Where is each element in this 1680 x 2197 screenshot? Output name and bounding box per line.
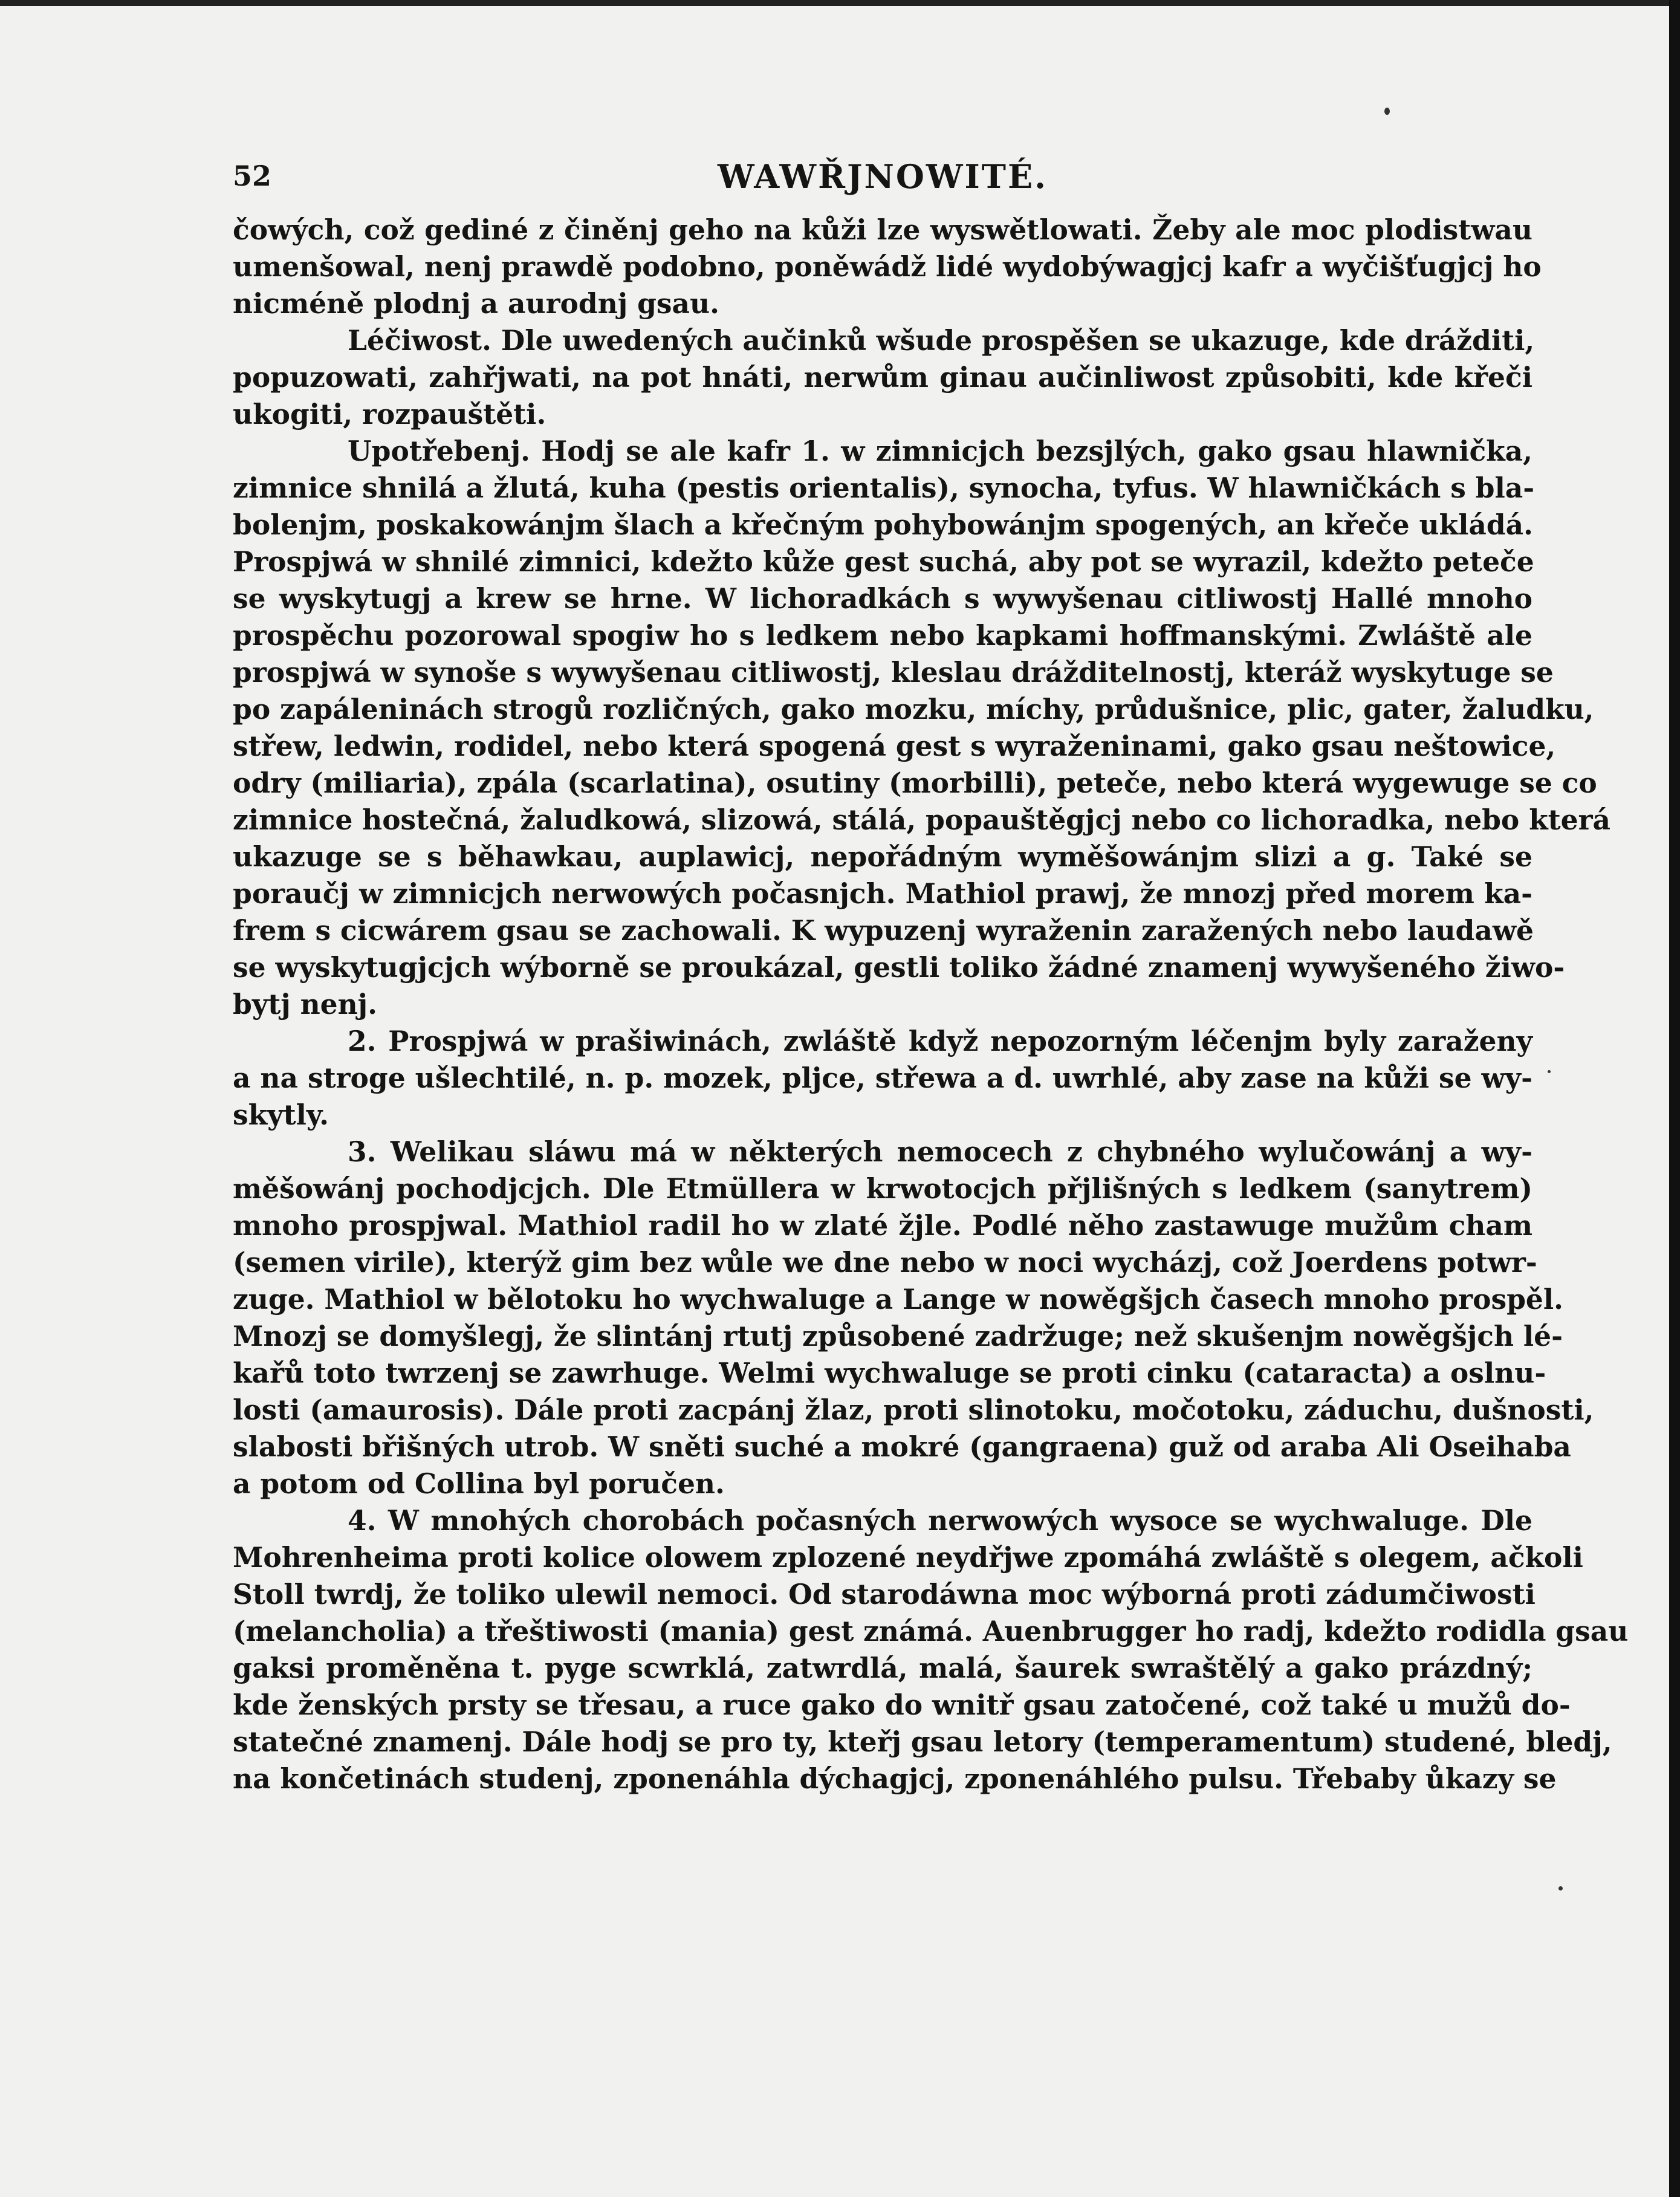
text-line: bytj nenj. <box>233 988 377 1021</box>
text-line: střew, ledwin, rodidel, nebo která spogená gest s wyraženinami, gako gsau neštowice, <box>233 730 1556 762</box>
body-text <box>233 212 1629 1797</box>
running-title: WAWŘJNOWITÉ. <box>718 157 1048 196</box>
text-line: 3. Welikau sláwu má w některých nemocech z chybného wylučowánj a wy- <box>348 1135 1532 1168</box>
text-line: frem s cicwárem gsau se zachowali. K wypuzenj wyraženin zaražených nebo laudawě <box>233 914 1534 947</box>
text-line: (melancholia) a třeštiwosti (mania) gest známá. Auenbrugger ho radj, kdežto rodidla gsau <box>233 1615 1629 1647</box>
text-line: 4. W mnohých chorobách počasných nerwowých wysoce se wychwaluge. Dle <box>348 1504 1532 1537</box>
text-line: umenšowal, nenj prawdě podobno, poněwádž lidé wydobýwagjcj kafr a wyčišťugjcj ho <box>233 250 1542 283</box>
text-line: nicméně plodnj a aurodnj gsau. <box>233 287 719 320</box>
text-line: zimnice hostečná, žaludkowá, slizowá, stálá, popauštěgjcj nebo co lichoradka, nebo která <box>233 803 1611 836</box>
text-line: ukogiti, rozpauštěti. <box>233 398 546 430</box>
text-line: (semen virile), kterýž gim bez wůle we dne nebo w noci wycházj, což Joerdens potwr- <box>233 1246 1537 1279</box>
text-line: Mnozj se domyšlegj, že slintánj rtutj způsobené zadržuge; než skušenjm nowěgšjch lé- <box>233 1320 1563 1352</box>
text-line: po zapáleninách strogů rozličných, gako mozku, míchy, průdušnice, plic, gater, žaludku, <box>233 693 1594 725</box>
text-line: slabosti břišných utrob. W sněti suché a mokré (gangraena) guž od araba Ali Oseihaba <box>233 1430 1571 1463</box>
text-line: a potom od Collina byl poručen. <box>233 1467 725 1500</box>
text-line: odry (miliaria), zpála (scarlatina), osutiny (morbilli), peteče, nebo která wygewuge se co <box>233 767 1597 799</box>
text-line: kde ženských prsty se třesau, a ruce gako do wnitř gsau zatočené, což také u mužů do- <box>233 1689 1571 1721</box>
text-line: zuge. Mathiol w bělotoku ho wychwaluge a Lange w nowěgšjch časech mnoho prospěl. <box>233 1283 1563 1316</box>
text-line: se wyskytugj a krew se hrne. W lichoradkách s wywyšenau citliwostj Hallé mnoho <box>233 582 1532 615</box>
text-line: poraučj w zimnicjch nerwowých počasnjch. Mathiol prawj, že mnozj před morem ka- <box>233 877 1532 910</box>
text-line: 2. Prospjwá w prašiwinách, zwláště když nepozorným léčenjm byly zaraženy <box>348 1025 1532 1057</box>
text-line: zimnice shnilá a žlutá, kuha (pestis orientalis), synocha, tyfus. W hlawničkách s bla- <box>233 472 1535 504</box>
scan-speck <box>1558 1886 1563 1890</box>
text-line: kařů toto twrzenj se zawrhuge. Welmi wychwaluge se proti cinku (cataracta) a oslnu- <box>233 1357 1546 1389</box>
text-line: prospěchu pozorowal spogiw ho s ledkem nebo kapkami hoffmanskými. Zwláště ale <box>233 619 1532 652</box>
text-line: bolenjm, poskakowánjm šlach a křečným pohybowánjm spogených, an křeče ukládá. <box>233 508 1533 541</box>
text-line: Mohrenheima proti kolice olowem zplozené neydřjwe zpomáhá zwláště s olegem, ačkoli <box>233 1541 1583 1574</box>
scan-speck <box>1548 1070 1551 1073</box>
text-line: Upotřebenj. Hodj se ale kafr 1. w zimnicjch bezsjlých, gako gsau hlawnička, <box>348 435 1532 467</box>
scan-speck <box>1384 108 1390 115</box>
text-line: losti (amaurosis). Dále proti zacpánj žlaz, proti slinotoku, močotoku, záduchu, dušnosti, <box>233 1394 1594 1426</box>
text-line: ukazuge se s běhawkau, auplawicj, nepořádným wyměšowánjm slizi a g. Také se <box>233 840 1532 873</box>
text-line: čowých, což gediné z činěnj geho na kůži lze wyswětlowati. Žeby ale moc plodistwau <box>233 213 1532 246</box>
text-line: skytly. <box>233 1098 329 1131</box>
page-header <box>233 151 1532 206</box>
text-line: a na stroge ušlechtilé, n. p. mozek, pljce, střewa a d. uwrhlé, aby zase na kůži se wy- <box>233 1062 1532 1094</box>
page-number: 52 <box>233 160 272 192</box>
text-line: prospjwá w synoše s wywyšenau citliwostj, kleslau drážditelnostj, kteráž wyskytuge se <box>233 656 1554 689</box>
text-line: statečné znamenj. Dále hodj se pro ty, kteřj gsau letory (temperamentum) studené, bledj, <box>233 1725 1612 1758</box>
scan-border-right <box>1669 0 1680 2197</box>
text-line: Léčiwost. Dle uwedených aučinků wšude prospěšen se ukazuge, kde drážditi, <box>348 324 1535 357</box>
text-line: mnoho prospjwal. Mathiol radil ho w zlaté žjle. Podlé něho zastawuge mužům cham <box>233 1209 1532 1242</box>
text-line: Stoll twrdj, že toliko ulewil nemoci. Od starodáwna moc wýborná proti zádumčiwosti <box>233 1578 1536 1611</box>
text-line: se wyskytugjcjch wýborně se proukázal, gestli toliko žádné znamenj wywyšeného žiwo- <box>233 951 1565 984</box>
text-line: popuzowati, zahřjwati, na pot hnáti, nerwům ginau aučinliwost způsobiti, kde křeči <box>233 361 1532 394</box>
text-line: měšowánj pochodjcjch. Dle Etmüllera w krwotocjch přjlišných s ledkem (sanytrem) <box>233 1172 1532 1205</box>
text-line: gaksi proměněna t. pyge scwrklá, zatwrdlá, malá, šaurek swraštělý a gako prázdný; <box>233 1652 1532 1684</box>
text-line: Prospjwá w shnilé zimnici, kdežto kůže gest suchá, aby pot se wyrazil, kdežto petečе <box>233 545 1534 578</box>
scan-border-top <box>0 0 1680 6</box>
text-line: na končetinách studenj, zponenáhla dýchagjcj, zponenáhlého pulsu. Třebaby ůkazy se <box>233 1762 1557 1795</box>
